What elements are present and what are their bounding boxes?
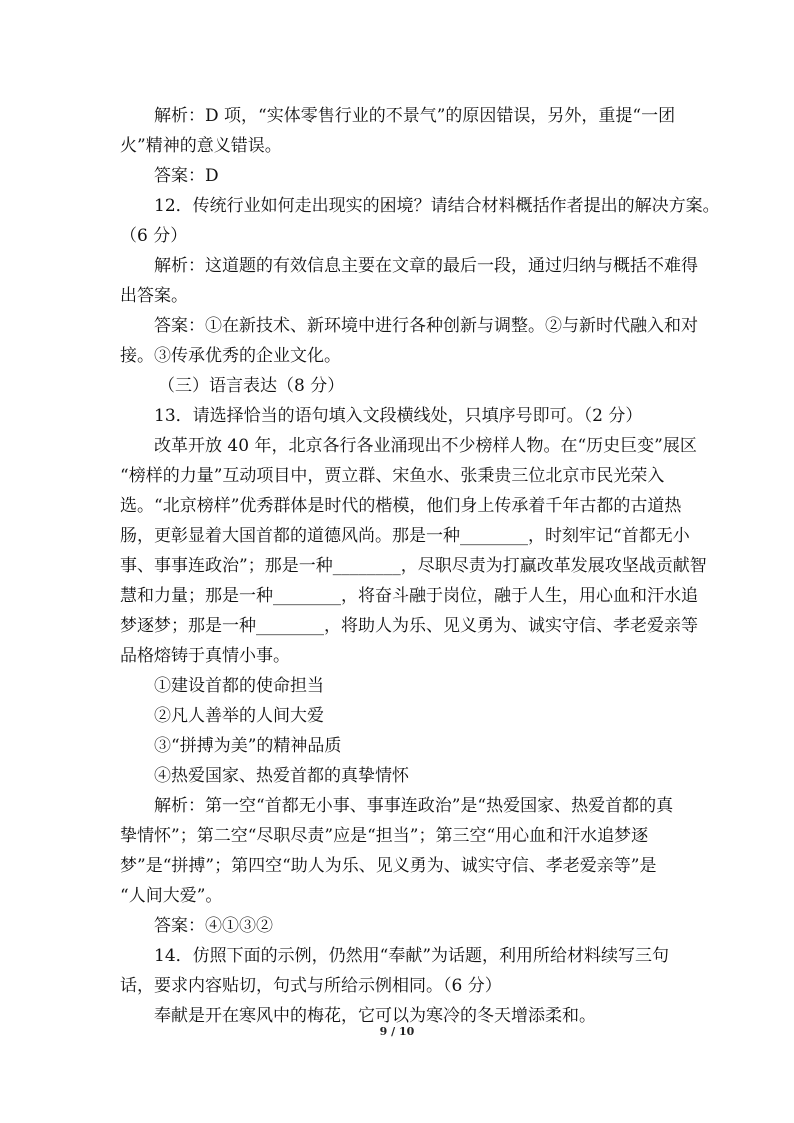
text-line: 梦逐梦；那是一种________，将助人为乐、见义勇为、诚实守信、孝老爱亲等 bbox=[120, 616, 698, 636]
page-number: 9 / 10 bbox=[379, 1025, 415, 1038]
text-line: 解析：D 项，“实体零售行业的不景气”的原因错误，另外，重提“一团 bbox=[154, 106, 676, 126]
text-line: 解析：第一空“首都无小事、事事连政治”是“热爱国家、热爱首都的真 bbox=[154, 796, 674, 816]
text-line: 答案：D bbox=[154, 166, 219, 186]
section-heading: （三）语言表达（8 分） bbox=[158, 376, 345, 396]
option-item: ③“拼搏为美”的精神品质 bbox=[154, 736, 342, 756]
text-line: 答案：④①③② bbox=[154, 916, 273, 936]
text-line: 事、事事连政治”；那是一种________，尽职尽责为打赢改革发展攻坚战贡献智 bbox=[120, 556, 707, 576]
option-item: ①建设首都的使命担当 bbox=[154, 676, 324, 696]
text-line: 挚情怀”；第二空“尽职尽责”应是“担当”；第三空“用心血和汗水追梦逐 bbox=[120, 826, 649, 846]
text-line: 奉献是开在寒风中的梅花，它可以为寒冷的冬天增添柔和。 bbox=[154, 1006, 596, 1026]
option-item: ④热爱国家、热爱首都的真挚情怀 bbox=[154, 766, 409, 786]
text-line: 火”精神的意义错误。 bbox=[120, 136, 282, 156]
text-line: 话，要求内容贴切，句式与所给示例相同。（6 分） bbox=[120, 976, 502, 996]
text-line: 13．请选择恰当的语句填入文段横线处，只填序号即可。（2 分） bbox=[154, 406, 643, 426]
text-line: “人间大爱”。 bbox=[120, 886, 223, 906]
text-line: 出答案。 bbox=[120, 286, 188, 306]
text-line: 14．仿照下面的示例，仍然用“奉献”为话题，利用所给材料续写三句 bbox=[154, 946, 670, 966]
text-line: 答案：①在新技术、新环境中进行各种创新与调整。②与新时代融入和对 bbox=[154, 316, 698, 336]
text-line: 选。“北京榜样”优秀群体是时代的楷模，他们身上传承着千年古都的古道热 bbox=[120, 496, 682, 516]
text-line: 12．传统行业如何走出现实的困境？请结合材料概括作者提出的解决方案。 bbox=[154, 196, 720, 216]
text-line: 肠，更彰显着大国首都的道德风尚。那是一种________，时刻牢记“首都无小 bbox=[120, 526, 690, 546]
text-line: “榜样的力量”互动项目中，贾立群、宋鱼水、张秉贵三位北京市民光荣入 bbox=[120, 466, 665, 486]
text-line: 解析：这道题的有效信息主要在文章的最后一段，通过归纳与概括不难得 bbox=[154, 256, 698, 276]
text-line: 梦”是“拼搏”；第四空“助人为乐、见义勇为、诚实守信、孝老爱亲等”是 bbox=[120, 856, 657, 876]
text-line: 接。③传承优秀的企业文化。 bbox=[120, 346, 341, 366]
text-line: （6 分） bbox=[120, 226, 188, 246]
text-line: 慧和力量；那是一种________，将奋斗融于岗位，融于人生，用心血和汗水追 bbox=[120, 586, 698, 606]
option-item: ②凡人善举的人间大爱 bbox=[154, 706, 324, 726]
text-line: 品格熔铸于真情小事。 bbox=[120, 646, 290, 666]
text-line: 改革开放 40 年，北京各行各业涌现出不少榜样人物。在“历史巨变”展区 bbox=[154, 436, 697, 456]
document-body bbox=[120, 101, 720, 1031]
